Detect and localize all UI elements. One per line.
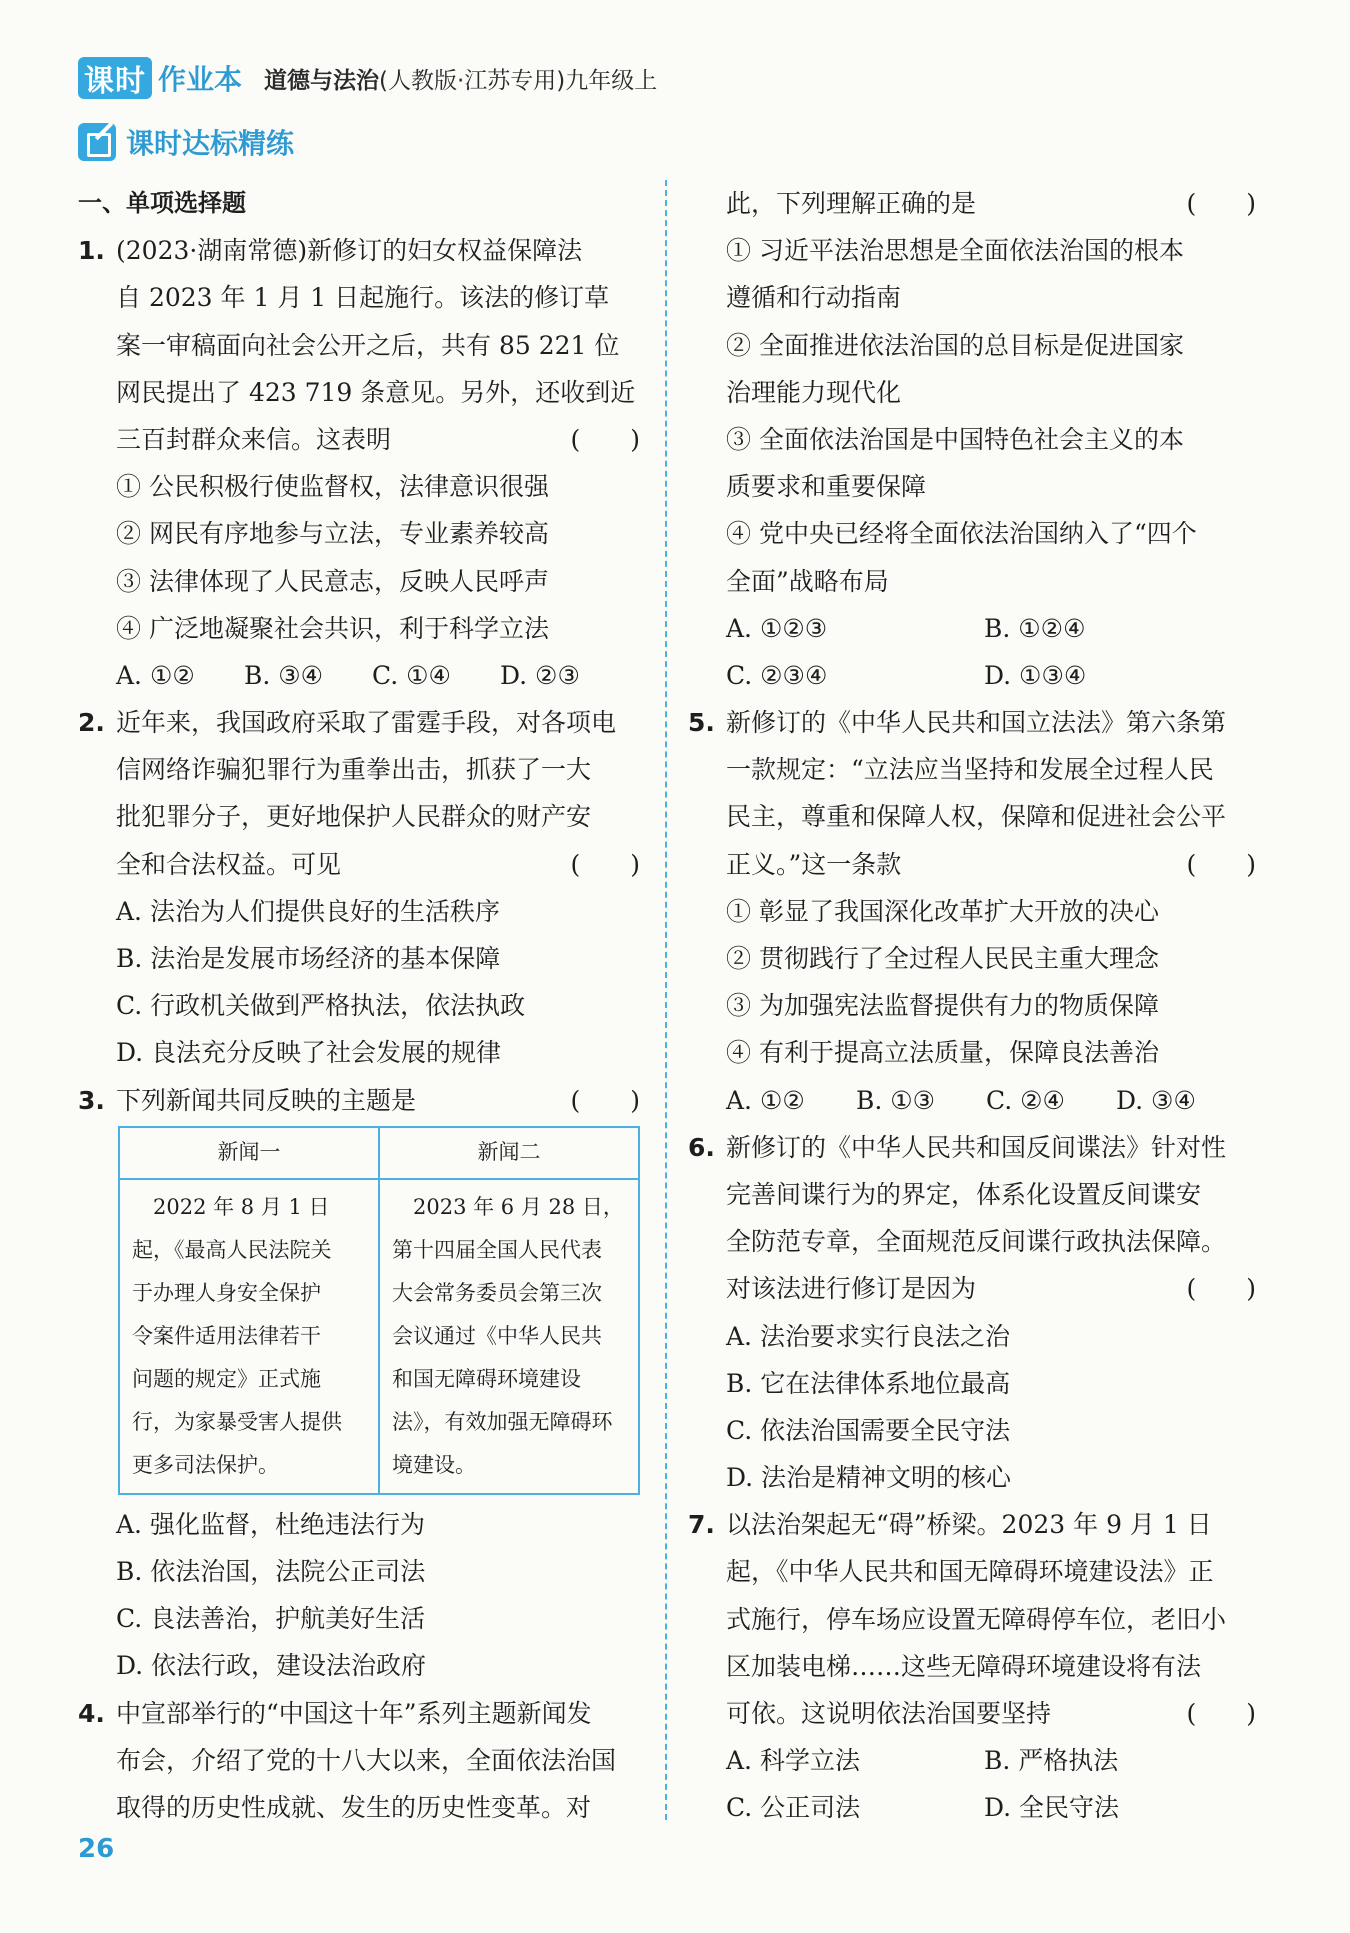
question-text: 可依。这说明依法治国要坚持 xyxy=(726,1699,1052,1728)
option-b: B. 它在法律体系地位最高 xyxy=(726,1368,1011,1398)
question-text: 一款规定：“立法应当坚持和发展全过程人民 xyxy=(726,755,1214,785)
question-number: 6. xyxy=(688,1132,715,1162)
option-a: A. 法治要求实行良法之治 xyxy=(726,1321,1010,1351)
statement-item: ① 彰显了我国深化改革扩大开放的决心 xyxy=(726,896,1159,926)
table-cell-line: 于办理人身安全保护 xyxy=(132,1280,321,1305)
table-cell-line: 起，《最高人民法院关 xyxy=(132,1237,332,1262)
table-cell-line: 大会常务委员会第三次 xyxy=(392,1280,602,1305)
option-row xyxy=(688,1077,1256,1124)
answer-bracket: ( ) xyxy=(570,424,640,454)
question-text: 中宣部举行的“中国这十年”系列主题新闻发 xyxy=(116,1698,592,1728)
answer-bracket: ( ) xyxy=(1186,189,1256,218)
statement-item: 全面”战略布局 xyxy=(726,566,889,596)
statement-item: ② 贯彻践行了全过程人民民主重大理念 xyxy=(726,944,1159,973)
question-text: 新修订的《中华人民共和国反间谍法》针对性 xyxy=(726,1132,1227,1162)
question-text: 取得的历史性成就、发生的历史性变革。对 xyxy=(116,1792,592,1822)
column-divider xyxy=(665,180,667,1820)
table-header: 新闻二 xyxy=(379,1127,639,1179)
question-text: 全和合法权益。可见 xyxy=(116,849,342,879)
table-cell-line: 令案件适用法律若干 xyxy=(132,1323,321,1348)
option-b: B. 法治是发展市场经济的基本保障 xyxy=(116,944,501,973)
question-7 xyxy=(688,1501,1256,1831)
option-c: C. 良法善治，护航美好生活 xyxy=(116,1604,426,1634)
statement-item: 治理能力现代化 xyxy=(726,377,902,407)
option-a: A. 法治为人们提供良好的生活秩序 xyxy=(116,896,500,926)
question-6 xyxy=(688,1124,1256,1502)
table-cell-line: 2022 年 8 月 1 日 xyxy=(132,1194,330,1219)
option-row xyxy=(78,652,640,699)
page-number: 26 xyxy=(78,1834,115,1864)
question-3 xyxy=(78,1077,640,1690)
option-a: A. ①②③ xyxy=(726,613,828,643)
table-cell-line: 第十四届全国人民代表 xyxy=(392,1237,602,1262)
question-text: 自 2023 年 1 月 1 日起施行。该法的修订草 xyxy=(116,283,610,313)
statement-item: ② 网民有序地参与立法，专业素养较高 xyxy=(116,519,549,549)
question-text: 案一审稿面向社会公开之后，共有 85 221 位 xyxy=(116,330,620,360)
question-2 xyxy=(78,699,640,1077)
option-a: A. 科学立法 xyxy=(726,1746,860,1776)
question-text: 下列新闻共同反映的主题是 xyxy=(116,1085,417,1115)
question-text: 起，《中华人民共和国无障碍环境建设法》正 xyxy=(726,1557,1214,1587)
question-text: 新修订的《中华人民共和国立法法》第六条第 xyxy=(726,708,1227,738)
table-cell-news-2 xyxy=(379,1179,639,1494)
option-b: B. 依法治国，法院公正司法 xyxy=(116,1556,426,1586)
statement-item: ② 全面推进依法治国的总目标是促进国家 xyxy=(726,330,1184,360)
answer-bracket: ( ) xyxy=(1186,849,1256,879)
question-text: 三百封群众来信。这表明 xyxy=(116,424,392,454)
question-text: 全防范专章，全面规范反间谍行政执法保障。 xyxy=(726,1227,1227,1257)
news-table xyxy=(118,1126,640,1495)
table-cell-line: 和国无障碍环境建设 xyxy=(392,1366,581,1391)
question-text: 完善间谍行为的界定，体系化设置反间谍安 xyxy=(726,1179,1202,1209)
subject-title xyxy=(264,62,657,95)
option-row xyxy=(688,652,1256,699)
answer-bracket: ( ) xyxy=(570,1085,640,1115)
question-number: 5. xyxy=(688,708,715,738)
option-c: C. ①④ xyxy=(372,660,451,690)
answer-bracket: ( ) xyxy=(1186,1699,1256,1728)
option-d: D. ②③ xyxy=(500,660,580,690)
question-text: 近年来，我国政府采取了雷霆手段，对各项电 xyxy=(116,708,617,738)
question-text: 网民提出了 423 719 条意见。另外，还收到近 xyxy=(116,377,636,407)
question-text: 对该法进行修订是因为 xyxy=(726,1274,977,1304)
option-d: D. ①③④ xyxy=(984,660,1087,690)
question-number: 7. xyxy=(688,1510,715,1540)
option-c: C. 公正司法 xyxy=(726,1793,861,1823)
option-c: C. 依法治国需要全民守法 xyxy=(726,1415,1011,1445)
statement-item: ③ 法律体现了人民意志，反映人民呼声 xyxy=(116,566,549,596)
table-cell-line: 问题的规定》正式施 xyxy=(132,1366,321,1391)
option-d: D. ③④ xyxy=(1116,1085,1196,1115)
option-b: B. 严格执法 xyxy=(984,1746,1119,1776)
question-number: 1. xyxy=(78,236,105,266)
page-header xyxy=(78,54,657,102)
option-b: B. ①③ xyxy=(856,1085,936,1115)
question-text: 区加装电梯……这些无障碍环境建设将有法 xyxy=(726,1651,1202,1681)
table-cell-line: 境建设。 xyxy=(392,1452,476,1477)
statement-item: 质要求和重要保障 xyxy=(726,472,927,502)
question-text: (2023·湖南常德)新修订的妇女权益保障法 xyxy=(116,236,583,266)
option-a: A. 强化监督，杜绝违法行为 xyxy=(116,1509,425,1539)
table-cell-line: 2023 年 6 月 28 日， xyxy=(392,1194,624,1219)
option-a: A. ①② xyxy=(116,660,195,690)
question-1 xyxy=(78,227,640,699)
option-c: C. 行政机关做到严格执法，依法执政 xyxy=(116,991,526,1021)
option-d: D. 法治是精神文明的核心 xyxy=(726,1463,1012,1493)
table-header: 新闻一 xyxy=(119,1127,379,1179)
answer-bracket: ( ) xyxy=(1186,1274,1256,1304)
question-text: 信网络诈骗犯罪行为重拳出击，抓获了一大 xyxy=(116,755,592,785)
subject-bold: 道德与法治 xyxy=(264,67,380,94)
question-text: 民主，尊重和保障人权，保障和促进社会公平 xyxy=(726,802,1227,832)
table-cell-line: 更多司法保护。 xyxy=(132,1452,279,1477)
question-text: 式施行，停车场应设置无障碍停车位，老旧小 xyxy=(726,1604,1227,1634)
table-cell-line: 行，为家暴受害人提供 xyxy=(132,1409,342,1434)
question-text: 正义。”这一条款 xyxy=(726,849,902,879)
statement-item: ① 公民积极行使监督权，法律意识很强 xyxy=(116,472,549,502)
question-5 xyxy=(688,699,1256,1124)
question-4 xyxy=(78,1690,640,1832)
table-cell-news-1 xyxy=(119,1179,379,1494)
option-d: D. 良法充分反映了社会发展的规律 xyxy=(116,1038,502,1068)
option-d: D. 依法行政，建设法治政府 xyxy=(116,1651,427,1681)
option-d: D. 全民守法 xyxy=(984,1793,1120,1823)
table-cell-line: 会议通过《中华人民共 xyxy=(392,1323,602,1348)
logo-text: 课时 xyxy=(84,64,146,99)
question-text: 批犯罪分子，更好地保护人民群众的财产安 xyxy=(116,802,592,832)
question-number: 2. xyxy=(78,708,105,738)
statement-item: 遵循和行动指南 xyxy=(726,283,902,313)
table-cell-line: 法》，有效加强无障碍环 xyxy=(392,1409,613,1434)
left-column xyxy=(78,180,640,1831)
section-title: 课时达标精练 xyxy=(126,127,295,160)
option-row xyxy=(688,605,1256,652)
statement-item: ③ 为加强宪法监督提供有力的物质保障 xyxy=(726,991,1159,1021)
question-number: 4. xyxy=(78,1698,105,1728)
option-b: B. ③④ xyxy=(244,660,324,690)
option-row xyxy=(688,1784,1256,1831)
answer-bracket: ( ) xyxy=(570,849,640,879)
section-banner xyxy=(78,118,294,166)
question-text: 布会，介绍了党的十八大以来，全面依法治国 xyxy=(116,1745,617,1775)
pencil-icon xyxy=(78,123,116,161)
statement-item: ④ 广泛地凝聚社会共识，利于科学立法 xyxy=(116,613,549,643)
option-a: A. ①② xyxy=(726,1085,805,1115)
subject-rest: (人教版·江苏专用)九年级上 xyxy=(379,67,658,94)
statement-item: ④ 党中央已经将全面依法治国纳入了“四个 xyxy=(726,519,1197,549)
option-b: B. ①②④ xyxy=(984,613,1086,643)
section-heading: 一、单项选择题 xyxy=(78,189,246,217)
option-row xyxy=(688,1737,1256,1784)
right-column xyxy=(688,180,1256,1832)
statement-item: ① 习近平法治思想是全面依法治国的根本 xyxy=(726,236,1184,266)
statement-item: ④ 有利于提高立法质量，保障良法善治 xyxy=(726,1038,1159,1068)
question-4-continued xyxy=(688,180,1256,699)
statement-item: ③ 全面依法治国是中国特色社会主义的本 xyxy=(726,424,1184,454)
option-c: C. ②③④ xyxy=(726,660,828,690)
logo-badge xyxy=(78,57,152,99)
question-number: 3. xyxy=(78,1085,105,1115)
question-text: 此，下列理解正确的是 xyxy=(726,189,977,218)
question-text: 以法治架起无“碍”桥梁。2023 年 9 月 1 日 xyxy=(726,1510,1212,1540)
option-c: C. ②④ xyxy=(986,1085,1065,1115)
logo-tail: 作业本 xyxy=(158,63,243,96)
